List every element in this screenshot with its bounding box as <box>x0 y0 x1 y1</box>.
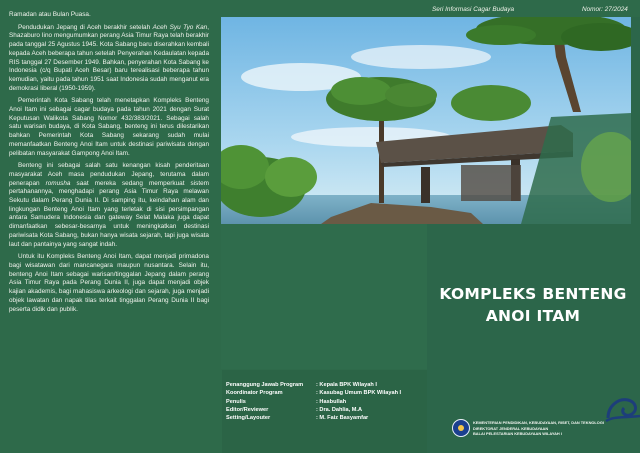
article-paragraph-4 <box>9 162 209 249</box>
article-emphasis: romusha <box>45 179 71 187</box>
institution-text <box>473 420 638 437</box>
credit-row <box>226 382 401 390</box>
article-text: saat mereka sedang memperkuat sistem pertahanannya, menghadapi perang Asia Timur Raya melawan Sekutu dalam Perang Dunia II. Di samping itu, keindahan alam dan lingkungan Benteng Anoi Itam yang terletak di sisi persimpangan antara Samudera Indonesia dan gateway Selat Malaka juga dapat dimanfaatkan sebesar-besarnya untuk meningkatkan destinasi pariwisata Kota Sabang, bukan hanya wisata sejarah, tapi juga wisata laut dan pantainya yang sangat indah. <box>9 179 209 248</box>
cover-photo <box>221 17 631 224</box>
credit-name: : Dra. Dahlia, M.A <box>316 406 363 413</box>
credit-row <box>226 415 401 423</box>
cover-title-line-1: KOMPLEKS BENTENG <box>439 285 627 303</box>
credit-name: : M. Faiz Basyamfar <box>316 415 369 422</box>
credit-name: : Kasubag Umum BPK Wilayah I <box>316 390 402 397</box>
credit-role: Penulis <box>226 398 246 405</box>
credits-table <box>226 382 401 423</box>
credit-row <box>226 399 401 407</box>
credit-role: Penanggung Jawab Program <box>226 382 304 388</box>
middle-panel <box>221 224 427 369</box>
wave-ornament-icon <box>604 388 640 422</box>
bunker-photo-illustration <box>221 17 631 224</box>
article-paragraph-3: Pemerintah Kota Sabang telah menetapkan Kompleks Benteng Anoi Itam ini sebagai cagar budaya pada tahun 2021 dengan Surat Keputusan Walikota Sabang Nomor 432/383/2021. Sebagai salah satu warisan budaya, di Kota Sabang, benteng ini terus dilestarikan bahkan Pemerintah Kota Sabang sekarang sudah mulai memanfaatkan Benteng Anoi Itam untuk destinasi pariwisata dengan pelibatan masyarakat Gampong Anoi Itam. <box>9 97 209 157</box>
institution-line-3: BALAI PELESTARIAN KEBUDAYAAN WILAYAH I <box>473 431 562 437</box>
article-text: Benteng ini sebagai salah satu kenangan kisah penderitaan masyarakat Aceh masa pendudukan Jepang, terutama dalam penerapan <box>9 162 209 187</box>
credit-role: Koordinator Program <box>226 390 283 397</box>
issue-number: Nomor: 27/2024 <box>582 6 628 13</box>
series-label: Seri Informasi Cagar Budaya <box>432 6 515 13</box>
credit-role: Editor/Reviewer <box>226 406 269 413</box>
article-text: , Shazaburo Iino mengumumkan perang Asia Timur Raya telah berakhir pada tanggal 25 Agustus 1945. Kota Sabang baru diserahkan kembali kepada Aceh beberapa tahun setelah Penyerahan Kedaulatan kepada RIS tanggal 27 Desember 1949. Bahkan, penyerahan Kota Sabang ke Indonesia (c/q Bupati Aceh Besar) baru terealisasi beberapa tahun kemudian, yaitu pada tahun 1951 saat Indonesia sudah menganut era demokrasi liberal (1950-1959). <box>9 23 209 92</box>
credit-name: : Kepala BPK Wilayah I <box>316 382 377 388</box>
cover-title <box>430 283 636 327</box>
credit-row <box>226 390 401 398</box>
article-emphasis: Aceh Syu Tyo Kan <box>152 23 208 31</box>
cover-title-line-2: ANOI ITAM <box>485 307 581 325</box>
article-paragraph-1: Ramadan atau Bulan Puasa. <box>9 11 91 18</box>
article-text: Pendudukan Jepang di Aceh berakhir setelah <box>18 23 153 31</box>
ministry-logo-icon <box>452 419 470 437</box>
article-paragraph-5: Untuk itu Kompleks Benteng Anoi Itam, dapat menjadi primadona bagi wisatawan dari mancanegara maupun nusantara. Selain itu, benteng Anoi Itam sebagai warisan/tinggalan Jepang dalam perang Asia Timur Raya pada Perang Dunia II, juga dapat menjadi objek kajian akademis, bagi mahasiswa arkeologi dan sejarah, juga menjadi objek lawatan dan napak tilas terkait tinggalan Perang Dunia II bagi peserta didik dan publik. <box>9 253 209 313</box>
credit-role: Setting/Layouter <box>226 415 271 422</box>
institution-line-1: KEMENTERIAN PENDIDIKAN, KEBUDAYAAN, RISET, DAN TEKNOLOGI <box>473 420 604 425</box>
article-column <box>0 0 214 453</box>
credit-row <box>226 407 401 415</box>
article-paragraph-2 <box>9 24 209 94</box>
institution-line-2: DIREKTORAT JENDERAL KEBUDAYAAN <box>473 425 549 431</box>
credit-name: : Hasbullah <box>316 398 347 405</box>
credits-block <box>222 370 427 453</box>
